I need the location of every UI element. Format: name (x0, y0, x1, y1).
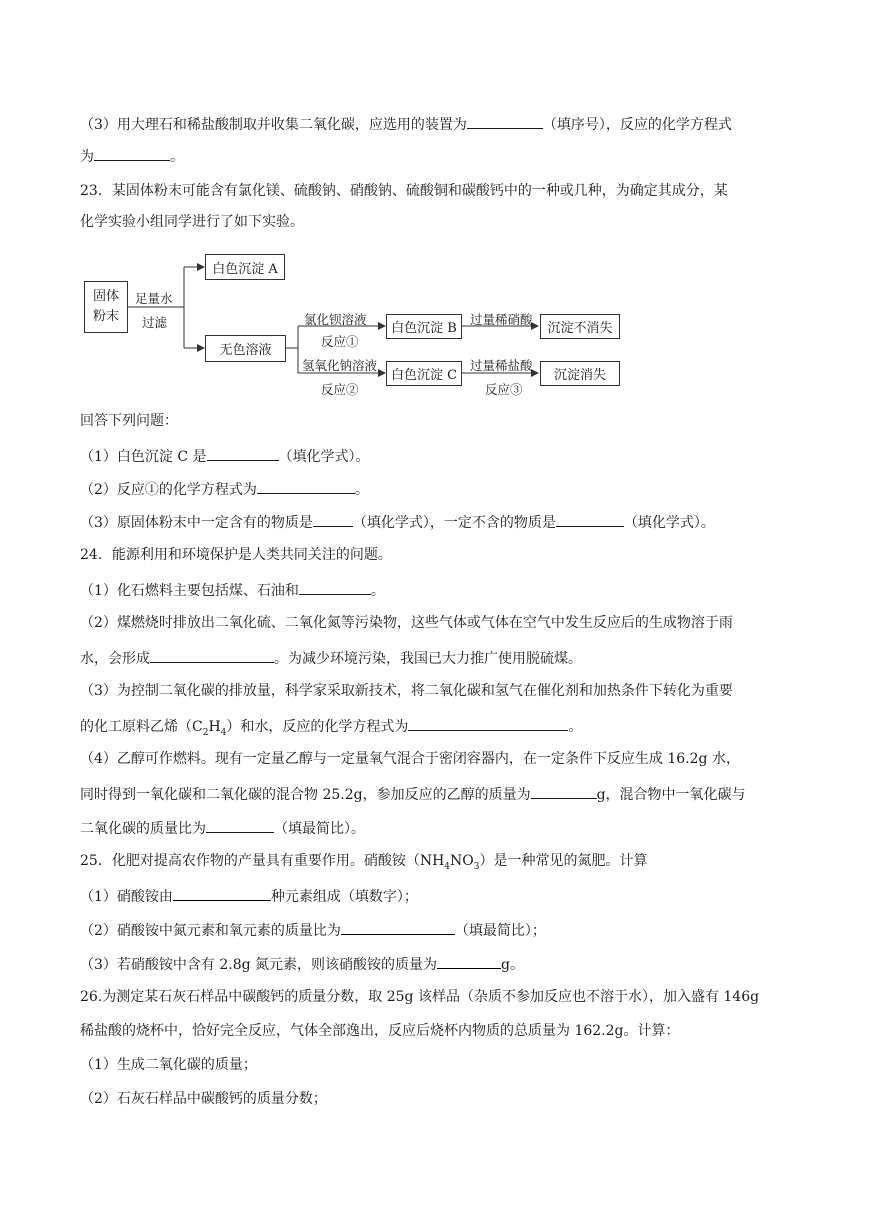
q24-part1 (80, 580, 800, 600)
q23-not-contains-blank[interactable] (556, 512, 624, 527)
q23-part1 (80, 446, 800, 466)
q24-part4-text-c: g，混合物中一氧化碳与 (596, 787, 746, 803)
solution-box: 无色溶液 (205, 335, 286, 362)
q24-part3-text-d: 。 (568, 719, 583, 735)
q25-mass-ratio-blank[interactable] (341, 920, 455, 935)
q25-element-count-blank[interactable] (173, 886, 271, 901)
q23-part3-text-c: （填化学式）。 (623, 515, 715, 531)
q24-stem: 24．能源利用和环境保护是人类共同关注的问题。 (80, 547, 392, 563)
q25-part2-text-a: （2）硝酸铵中氮元素和氧元素的质量比为 (80, 923, 341, 939)
q24-part3-text-c: ）和水，反应的化学方程式为 (226, 719, 409, 735)
q25-part3-text-a: （3）若硝酸铵中含有 2.8g 氮元素，则该硝酸铵的质量为 (80, 957, 438, 973)
q25-part2-text-b: （填最简比）； (454, 923, 546, 939)
water-label: 足量水 (135, 291, 173, 306)
precipitate-b-box: 白色沉淀 B (386, 314, 462, 339)
q22-part3-line1 (80, 114, 800, 134)
q24-part4-line2 (80, 784, 800, 804)
hno3-label: 过量稀硝酸 (470, 312, 533, 327)
q23-part1-text-a: （1）白色沉淀 C 是 (80, 449, 207, 465)
q25-mass-blank[interactable] (437, 954, 501, 969)
q24-part3-line1: （3）为控制二氧化碳的排放量，科学家采取新技术，将二氧化碳和氢气在催化剂和加热条件下转化为重要 (80, 683, 733, 699)
q24-part2-line1: （2）煤燃烧时排放出二氧化硫、二氧化氮等污染物，这些气体或气体在空气中发生反应后的生成物溶于雨 (80, 615, 733, 631)
q24-part1-text-b: 。 (370, 583, 385, 599)
q22-part3-text-c: 为 (80, 149, 94, 165)
q24-part3-text-b: 的化工原料乙烯（C (80, 719, 203, 735)
q25-no-subscript: 3 (473, 861, 480, 872)
naoh-label: 氢氧化钠溶液 (302, 358, 378, 373)
q24-part4-line1: （4）乙醇可作燃料。现有一定量乙醇与一定量氧气混合于密闭容器内，在一定条件下反应生成 16.2g 水， (80, 751, 740, 767)
q24-part4-text-e: （填最简比）。 (274, 821, 365, 837)
q24-part2-text-c: 。为减少环境污染，我国已大力推广使用脱硫煤。 (274, 651, 582, 667)
hcl-label: 过量稀盐酸 (470, 358, 533, 373)
q24-part3-line2 (80, 716, 800, 742)
no-dissolve-box: 沉淀不消失 (540, 314, 620, 339)
q23-part3-text-a: （3）原固体粉末中一定含有的物质是 (80, 515, 313, 531)
q25-stem (80, 852, 800, 876)
q25-part2 (80, 920, 800, 940)
q24-part4-text-d: 二氧化碳的质量比为 (80, 821, 206, 837)
q25-part3-text-b: g。 (501, 957, 525, 973)
q25-stem-text-b: ）是一种常见的氮肥。计算 (479, 853, 648, 869)
q23-part2 (80, 479, 800, 499)
filter-label: 过滤 (142, 315, 168, 330)
q22-part3-text-d: 。 (170, 149, 184, 165)
q25-part3 (80, 954, 800, 974)
q23-reaction1-blank[interactable] (257, 479, 355, 494)
q25-part1-text-a: （1）硝酸铵由 (80, 889, 173, 905)
experiment-flow-diagram (80, 250, 640, 400)
q24-part4-line3 (80, 818, 800, 838)
q22-part3-text-b: （填序号），反应的化学方程式 (542, 117, 732, 133)
q24-c-subscript: 2 (202, 727, 209, 738)
q24-fossil-fuel-blank[interactable] (299, 580, 371, 595)
q23-answer-intro: 回答下列问题： (80, 413, 178, 429)
q23-part2-text-b: 。 (354, 482, 369, 498)
solid-label-1: 固体 (92, 289, 119, 304)
q24-h-symbol: H (208, 719, 221, 735)
q23-part3-text-b: （填化学式），一定不含的物质是 (352, 515, 556, 531)
q24-ethylene-equation-blank[interactable] (408, 716, 568, 731)
reaction1-label: 反应① (321, 334, 359, 349)
q24-part4-text-b: 同时得到一氧化碳和二氧化碳的混合物 25.2g，参加反应的乙醇的质量为 (80, 787, 531, 803)
q23-part1-text-b: （填化学式）。 (278, 449, 370, 465)
q23-stem-line2: 化学实验小组同学进行了如下实验。 (80, 214, 304, 230)
q26-part1: （1）生成二氧化碳的质量； (80, 1057, 257, 1073)
q22-part3-text-a: （3）用大理石和稀盐酸制取并收集二氧化碳，应选用的装置为 (80, 117, 467, 133)
q24-acid-rain-blank[interactable] (150, 648, 274, 663)
q24-mass-ratio-blank[interactable] (206, 818, 274, 833)
q26-stem-line1: 26.为测定某石灰石样品中碳酸钙的质量分数，取 25g 该样品（杂质不参加反应也不溶于水），加入盛有 146g (80, 989, 760, 1005)
q24-part1-text-a: （1）化石燃料主要包括煤、石油和 (80, 583, 299, 599)
q23-contains-blank[interactable] (313, 512, 353, 527)
q22-device-blank[interactable] (467, 114, 543, 129)
q23-part3 (80, 512, 800, 532)
q26-part2: （2）石灰石样品中碳酸钙的质量分数； (80, 1091, 327, 1107)
q25-stem-text-a: 25．化肥对提高农作物的产量具有重要作用。硝酸铵（NH (80, 853, 445, 869)
reaction2-label: 反应② (321, 382, 359, 397)
bacl2-label: 氯化钡溶液 (304, 312, 367, 327)
q22-part3-line2 (80, 146, 800, 166)
solid-label-2: 粉末 (92, 309, 119, 324)
q23-part2-text-a: （2）反应①的化学方程式为 (80, 482, 257, 498)
precipitate-c-box: 白色沉淀 C (386, 361, 462, 386)
q24-h-subscript: 4 (220, 727, 227, 738)
q22-equation-blank[interactable] (94, 146, 170, 161)
precipitate-a-box: 白色沉淀 A (205, 254, 285, 280)
dissolve-box: 沉淀消失 (540, 361, 620, 386)
q23-precip-c-blank[interactable] (207, 446, 279, 461)
q24-part2-text-b: 水，会形成 (80, 651, 150, 667)
q25-nh-subscript: 4 (444, 861, 451, 872)
solid-powder-box (84, 281, 128, 333)
q23-stem-line1: 23．某固体粉末可能含有氯化镁、硫酸钠、硝酸钠、硫酸铜和碳酸钙中的一种或几种，为确定其成分，某 (80, 183, 728, 199)
q26-stem-line2: 稀盐酸的烧杯中，恰好完全反应，气体全部逸出，反应后烧杯内物质的总质量为 162.2g。计算： (80, 1023, 680, 1039)
q24-part2-line2 (80, 648, 800, 668)
q24-ethanol-mass-blank[interactable] (531, 784, 597, 799)
reaction3-label: 反应③ (485, 382, 523, 397)
q25-part1-text-b: 种元素组成（填数字）； (270, 889, 418, 905)
q25-part1 (80, 886, 800, 906)
q25-no-symbol: NO (450, 853, 474, 869)
